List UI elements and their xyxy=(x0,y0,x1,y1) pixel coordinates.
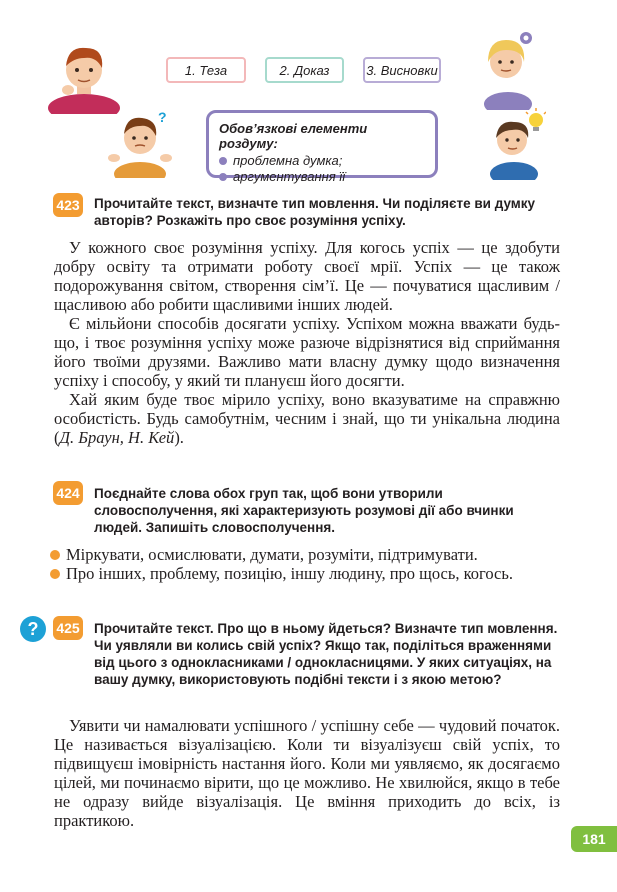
text-paragraph-body: Хай яким буде твоє мірило успіху, воно вказуватиме на справжню особистість. Будь самобутнім, чесним і знай, що ти унікальна людина ( xyxy=(54,390,560,447)
elements-box-title: Обов’язкові елементи роздуму: xyxy=(219,121,368,151)
exercise-423-text xyxy=(54,238,560,447)
word-group xyxy=(66,564,560,583)
exercise-423-task: Прочитайте текст, визначте тип мовлення. Чи поділяєте ви думку авторів? Розкажіть про своє розуміння успіху. xyxy=(94,196,536,228)
elements-box-item-text: аргументування її xyxy=(233,169,346,184)
word-group xyxy=(66,545,560,564)
text-author: Д. Браун, Н. Кей xyxy=(59,428,175,447)
idea-boy-illustration xyxy=(486,108,546,180)
word-group-text: Про інших, проблему, позицію, іншу людину, про щось, когось. xyxy=(66,564,514,583)
elements-box-item xyxy=(219,153,425,169)
exercise-425-task: Прочитайте текст. Про що в ньому йдеться? Визначте тип мовлення. Чи уявляли ви колись свій успіх? Якщо так, поділіться враженнями від цього з однокласниками / однокласницями. У яких ситуаціях, на вашу думку, використовують подібні тексти і з якою метою? xyxy=(94,621,558,687)
bullet-icon xyxy=(219,157,227,165)
text-paragraph: У кожного своє розуміння успіху. Для когось успіх — це здобути добру освіту та отримати роботу своєї мрії. Успіх — це також подорожування світом, створення сім’ї. Це — почуватися щасливим / щасливою або робити щасливими інших людей. xyxy=(54,238,560,314)
exercise-number-425: 425 xyxy=(53,616,83,640)
thinking-boy-illustration xyxy=(44,38,124,114)
text-closing: ). xyxy=(174,428,184,447)
exercise-424-task: Поєднайте слова обох груп так, щоб вони утворили словосполучення, які характеризують розумові дії або вчинки людей. Запишіть словосполучення. xyxy=(94,486,514,535)
shrugging-boy-illustration xyxy=(108,108,172,178)
step-thesis: 1. Теза xyxy=(166,57,246,83)
word-groups-list xyxy=(66,545,560,583)
svg-text:?: ? xyxy=(158,109,167,125)
text-paragraph: Уявити чи намалювати успішного / успішну себе — чудовий початок. Це називається візуалізацією. Коли ти візуалізуєш свій успіх, то підвищуєш імовірність настання його. Коли ми уявляємо, як досягаємо цілей, ми починаємо вірити, що це можливо. Не хвилюйся, якщо в тебе не одразу вийде візуалізація. Це вміння приходить до всіх, із практикою. xyxy=(54,716,560,830)
elements-box-item-text: проблемна думка; xyxy=(233,153,343,168)
bullet-icon xyxy=(50,550,60,560)
exercise-425-text xyxy=(54,716,560,830)
exercise-number-423: 423 xyxy=(53,193,83,217)
text-paragraph: Є мільйони способів досягати успіху. Успіхом можна вважати будь-що, і твоє розуміння успіху може разюче відрізнятися від сприймання його твоїми друзями. Важливо мати власну думку щодо визначення успіху і способу, у який ти плануєш його досягти. xyxy=(54,314,560,390)
thinking-girl-illustration xyxy=(478,28,538,110)
page-number: 181 xyxy=(571,826,617,852)
text-paragraph xyxy=(54,390,560,447)
step-conclusions: 3. Висновки xyxy=(363,57,441,83)
step-proof: 2. Доказ xyxy=(265,57,344,83)
elements-box-item xyxy=(219,169,425,185)
word-group-text: Міркувати, осмислювати, думати, розуміти, підтримувати. xyxy=(66,545,478,564)
exercise-number-424: 424 xyxy=(53,481,83,505)
required-elements-box xyxy=(206,110,438,184)
question-icon: ? xyxy=(20,616,46,642)
bullet-icon xyxy=(50,569,60,579)
bullet-icon xyxy=(219,173,227,181)
